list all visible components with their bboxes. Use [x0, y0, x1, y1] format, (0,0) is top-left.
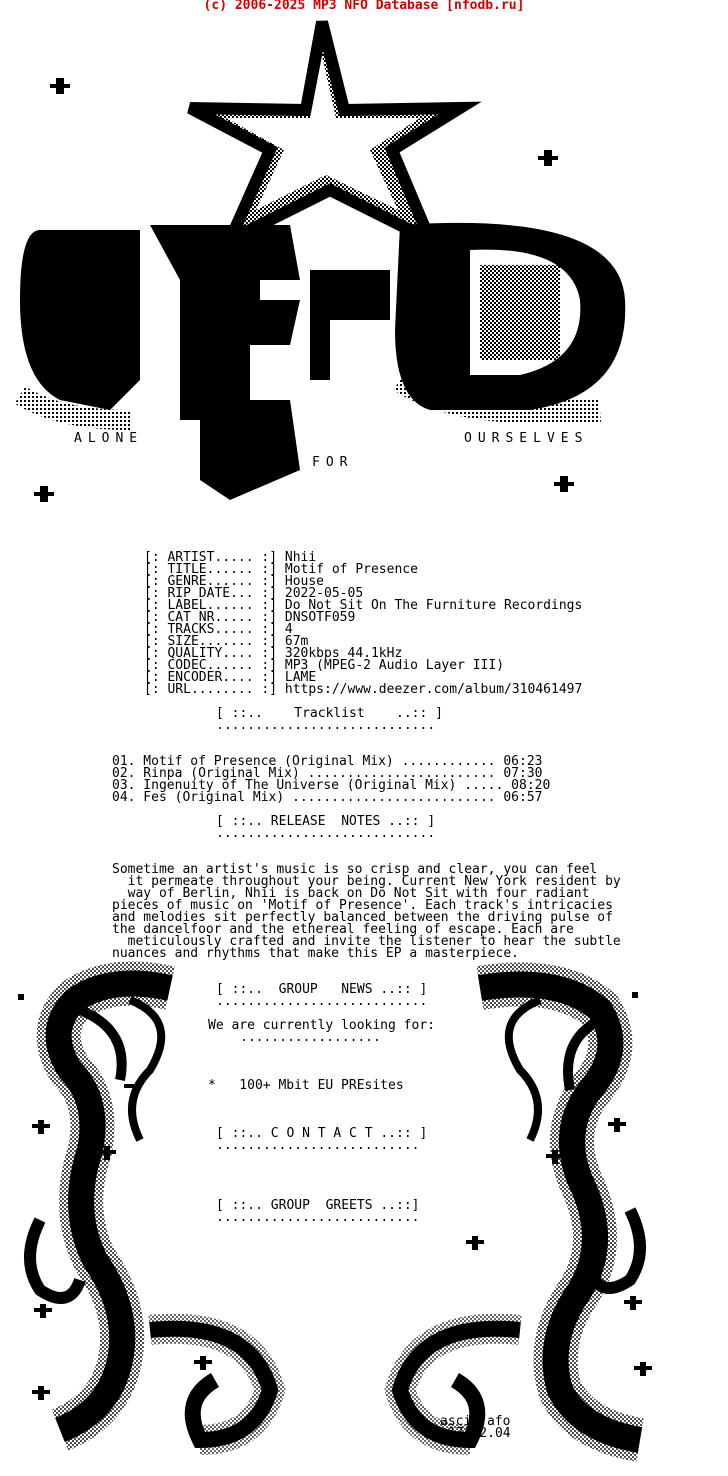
contact-heading: [ ::.. C O N T A C T ..:: ] — [216, 1126, 428, 1141]
notes-underline: ............................ — [216, 826, 436, 841]
info-rip-date: [: RIP DATE... :] 2022-05-05 — [144, 586, 364, 601]
info-size: [: SIZE....... :] 67m — [144, 634, 309, 649]
release-notes — [112, 852, 621, 972]
info-quality: [: QUALITY.... :] 320kbps 44.1kHz — [144, 646, 403, 661]
info-codec: [: CODEC...... :] MP3 (MPEG-2 Audio Layer III) — [144, 658, 505, 673]
info-label: [: LABEL...... :] Do Not Sit On The Furniture Recordings — [144, 598, 583, 613]
notes-heading: [ ::.. RELEASE NOTES ..:: ] — [216, 814, 436, 829]
track-row: 04. Fes (Original Mix) .......................... 06:57 — [112, 790, 543, 805]
notes-line: it permeate throughout your being. Current New York resident by — [112, 874, 621, 889]
copyright-header: (c) 2006-2025 MP3 NFO Database [nfodb.ru] — [203, 0, 525, 13]
notes-line: meticulously crafted and invite the listener to hear the subtle — [112, 934, 621, 949]
art-credit: ascii.afo — [440, 1414, 511, 1429]
notes-line: nuances and rhythms that make this EP a masterpiece. — [112, 946, 519, 961]
logo-star — [190, 22, 460, 240]
tracklist-heading: [ ::.. Tracklist ..:: ] — [216, 706, 443, 721]
track-row: 02. Rinpa (Original Mix) ........................ 07:30 — [112, 766, 543, 781]
notes-line: and melodies sit perfectly balanced between the driving pulse of — [112, 910, 613, 925]
news-looking-underline: .................. — [240, 1030, 381, 1045]
track-row: 01. Motif of Presence (Original Mix) ............ 06:23 — [112, 754, 543, 769]
release-info — [144, 540, 582, 708]
greets-underline: .......................... — [216, 1210, 420, 1225]
notes-line: pieces of music on 'Motif of Presence'. Each track's intricacies — [112, 898, 613, 913]
info-title: [: TITLE...... :] Motif of Presence — [144, 562, 418, 577]
info-encoder: [: ENCODER.... :] LAME — [144, 670, 317, 685]
info-artist: [: ARTIST..... :] Nhii — [144, 550, 317, 565]
news-heading: [ ::.. GROUP NEWS ..:: ] — [216, 982, 428, 997]
info-cat-nr: [: CAT NR..... :] DNSOTF059 — [144, 610, 356, 625]
logo-word-alone: ALONE — [74, 431, 144, 446]
info-genre: [: GENRE...... :] House — [144, 574, 325, 589]
greets-heading: [ ::.. GROUP GREETS ..::] — [216, 1198, 420, 1213]
news-item: * 100+ Mbit EU PREsites — [208, 1078, 404, 1093]
news-underline: ........................... — [216, 994, 428, 1009]
info-tracks: [: TRACKS..... :] 4 — [144, 622, 293, 637]
info-url: [: URL........ :] https://www.deezer.com/album/310461497 — [144, 682, 583, 697]
notes-line: Sometime an artist's music is so crisp and clear, you can feel — [112, 862, 598, 877]
logo-word-for: FOR — [312, 455, 354, 470]
notes-line: way of Berlin, Nhii is back on Do Not Sit with four radiant — [112, 886, 590, 901]
contact-underline: .......................... — [216, 1138, 420, 1153]
tracklist — [112, 744, 550, 816]
logo-word-ourselves: OURSELVES — [464, 431, 589, 446]
tracklist-underline: ............................ — [216, 718, 436, 733]
notes-line: the dancelfoor and the ethereal feeling of escape. Each are — [112, 922, 574, 937]
track-row: 03. Ingenuity of The Universe (Original Mix) ..... 08:20 — [112, 778, 551, 793]
right-swirl-ornament — [400, 984, 640, 1440]
art-date: 17.02.04 — [448, 1426, 511, 1441]
news-looking: We are currently looking for: — [208, 1018, 435, 1033]
